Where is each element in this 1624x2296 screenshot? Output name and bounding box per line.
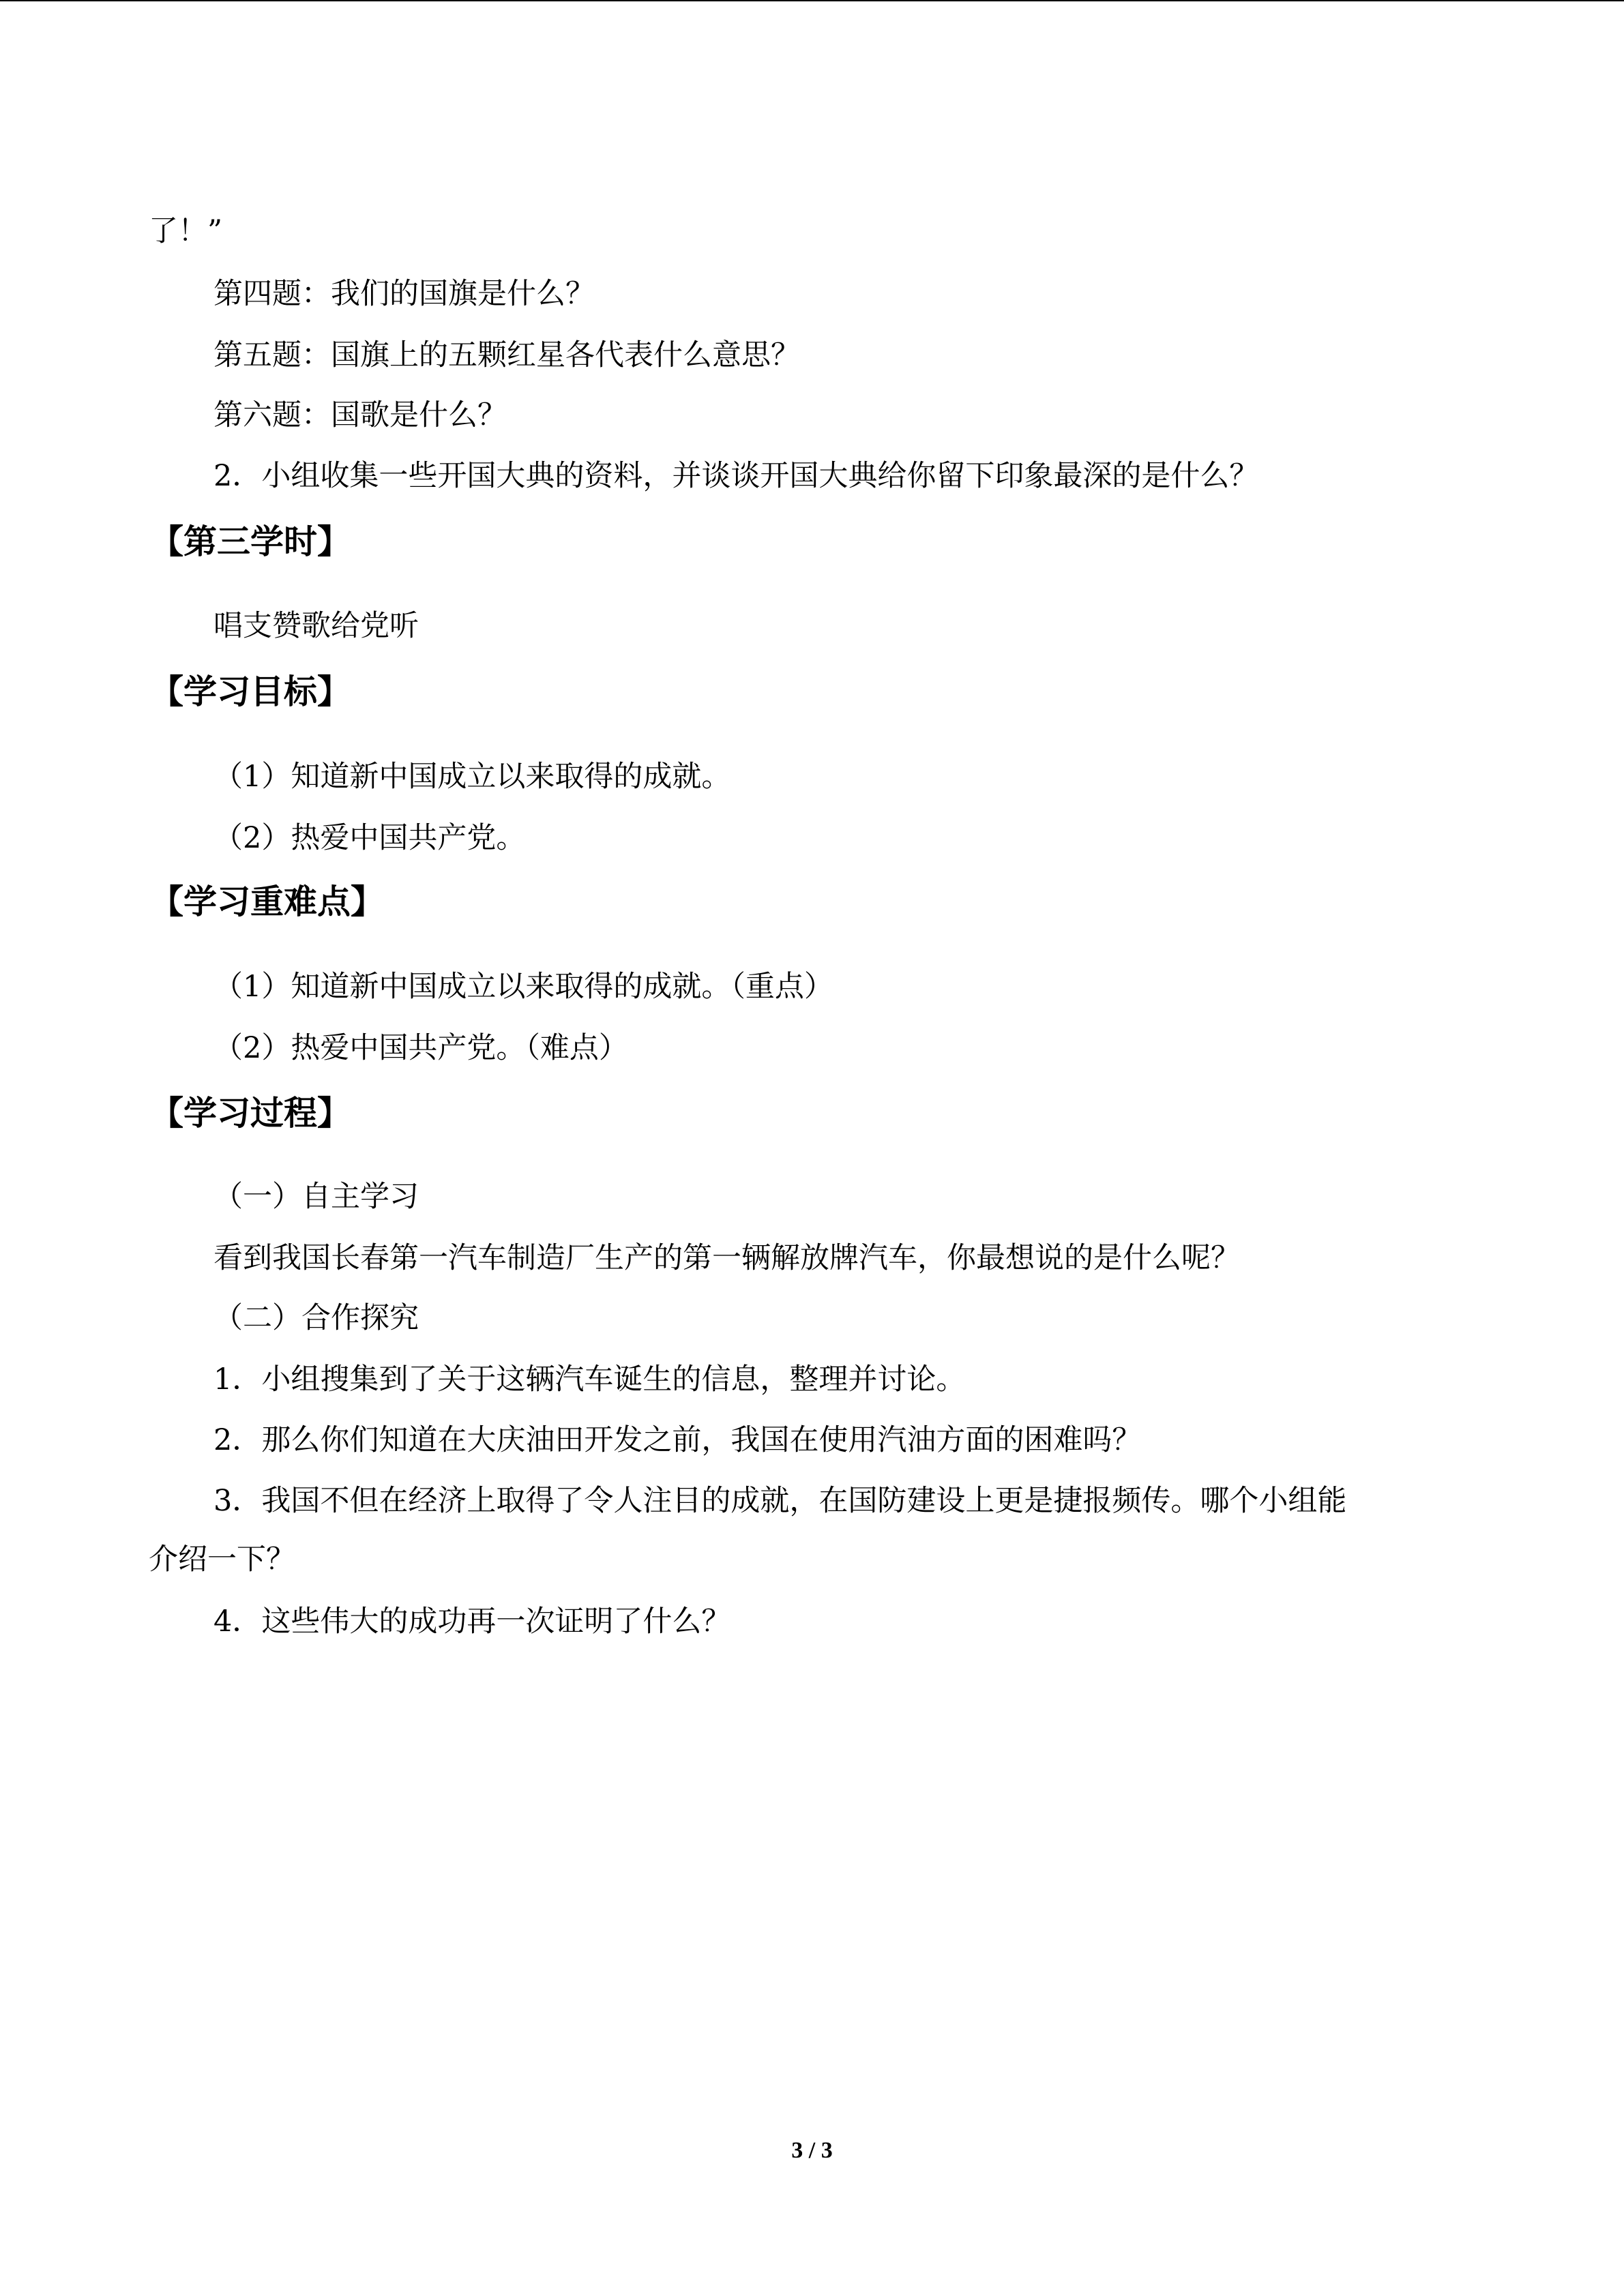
key-point-item-2: （2）热爱中国共产党。（难点） xyxy=(213,1031,628,1065)
section-heading-key-difficult-points: 【学习重难点】 xyxy=(150,882,385,921)
question-six: 第六题：国歌是什么？ xyxy=(213,398,507,432)
section-heading-process: 【学习过程】 xyxy=(150,1094,351,1133)
objective-item-2: （2）热爱中国共产党。 xyxy=(213,821,526,855)
task-item-2: 2．小组收集一些开国大典的资料，并谈谈开国大典给你留下印象最深的是什么？ xyxy=(213,459,1259,493)
subsection-cooperative-inquiry: （二）合作探究 xyxy=(213,1301,419,1335)
self-study-question: 看到我国长春第一汽车制造厂生产的第一辆解放牌汽车，你最想说的是什么呢？ xyxy=(213,1241,1240,1275)
page-number: 3 / 3 xyxy=(791,2138,833,2163)
subsection-self-study: （一）自主学习 xyxy=(213,1180,419,1214)
question-four: 第四题：我们的国旗是什么？ xyxy=(213,277,595,311)
question-five: 第五题：国旗上的五颗红星各代表什么意思？ xyxy=(213,338,800,372)
objective-item-1: （1）知道新中国成立以来取得的成就。 xyxy=(213,760,731,794)
lesson-title: 唱支赞歌给党听 xyxy=(213,609,419,643)
inquiry-item-4: 4．这些伟大的成功再一次证明了什么？ xyxy=(213,1605,731,1639)
section-heading-third-lesson: 【第三学时】 xyxy=(150,522,351,561)
key-point-item-1: （1）知道新中国成立以来取得的成就。（重点） xyxy=(213,970,833,1004)
section-heading-objectives: 【学习目标】 xyxy=(150,672,351,711)
inquiry-item-1: 1．小组搜集到了关于这辆汽车诞生的信息，整理并讨论。 xyxy=(213,1362,966,1397)
text-line-continuation: 了！” xyxy=(149,214,222,248)
inquiry-item-3: 3．我国不但在经济上取得了令人注目的成就，在国防建设上更是捷报频传。哪个小组能 xyxy=(213,1484,1347,1518)
inquiry-item-2: 2．那么你们知道在大庆油田开发之前，我国在使用汽油方面的困难吗？ xyxy=(213,1423,1142,1457)
top-border-line xyxy=(0,0,1624,1)
inquiry-item-3-continuation: 介绍一下？ xyxy=(149,1542,295,1577)
